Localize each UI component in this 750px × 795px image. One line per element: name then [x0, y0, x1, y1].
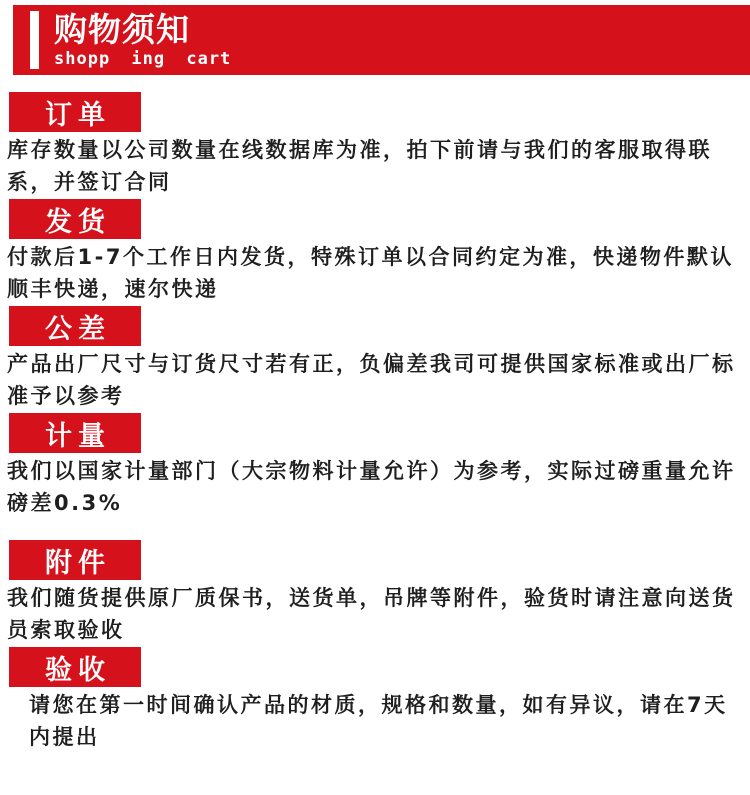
badge-acceptance: 验收 [9, 647, 141, 687]
section-measurement [5, 413, 742, 519]
section-tolerance [5, 306, 742, 412]
section-measurement-text: 我们以国家计量部门（大宗物料计量允许）为参考，实际过磅重量允许磅差0.3% [7, 459, 736, 515]
header-titles [54, 5, 231, 69]
section-order-text: 库存数量以公司数量在线数据库为准，拍下前请与我们的客服取得联系，并签订合同 [7, 138, 712, 194]
section-acceptance [5, 647, 742, 753]
badge-attachments: 附件 [9, 540, 141, 580]
section-attachments-text: 我们随货提供原厂质保书，送货单，吊牌等附件，验货时请注意向送货员索取验收 [7, 586, 736, 642]
page-title: 购物须知 [54, 10, 190, 49]
badge-measurement: 计量 [9, 413, 141, 453]
page-subtitle: shopp ing cart [54, 49, 232, 69]
badge-shipping: 发货 [9, 199, 141, 239]
notice-sections [0, 92, 750, 753]
title-accent-bar-icon [30, 11, 39, 69]
section-acceptance-text: 请您在第一时间确认产品的材质，规格和数量，如有异议，请在7天内提出 [29, 693, 728, 749]
section-tolerance-text: 产品出厂尺寸与订货尺寸若有正，负偏差我司可提供国家标准或出厂标准予以参考 [7, 352, 736, 408]
section-attachments [5, 540, 742, 646]
badge-tolerance: 公差 [9, 306, 141, 346]
section-shipping-text: 付款后1-7个工作日内发货，特殊订单以合同约定为准，快递物件默认顺丰快递，速尔快递 [7, 245, 734, 301]
badge-order: 订单 [9, 92, 141, 132]
header-banner [13, 5, 750, 75]
section-order [5, 92, 742, 198]
section-shipping [5, 199, 742, 305]
